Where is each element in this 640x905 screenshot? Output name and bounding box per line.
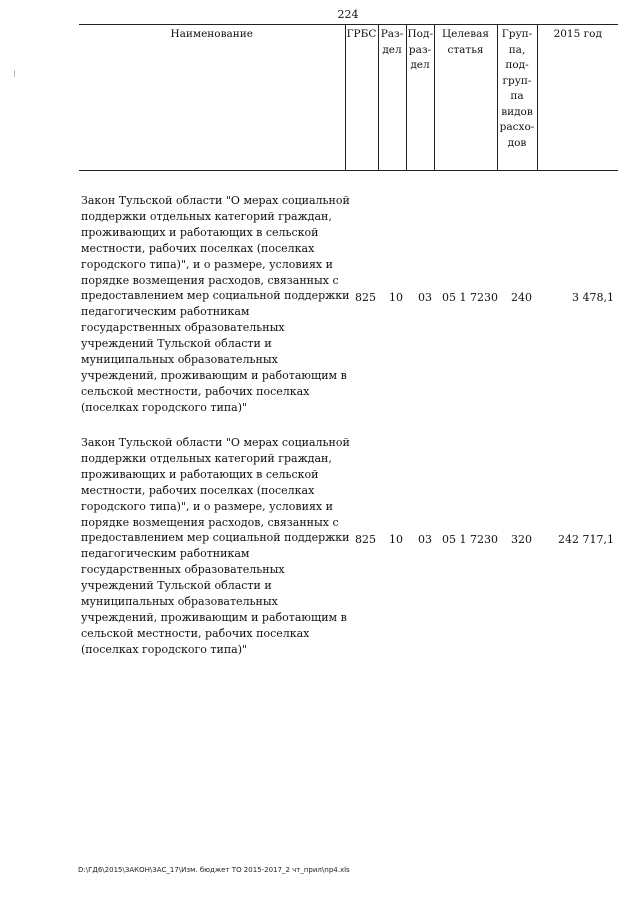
row-group: 240: [511, 291, 532, 304]
row-grbs: 825: [355, 533, 376, 546]
header-row: [79, 25, 618, 171]
header-target: Целевая статья: [434, 25, 497, 171]
file-path-footer: D:\ГД6\2015\ЗАКОН\ЗАС_17\Изм. бюджет ТО 2015-2017_2 чт_прил\пр4.xls: [78, 866, 350, 874]
row-amount: 242 717,1: [558, 533, 614, 546]
row-razdel: 10: [389, 533, 403, 546]
header-year: 2015 год: [537, 25, 618, 171]
row-group: 320: [511, 533, 532, 546]
header-name: Наименование: [79, 25, 345, 171]
table-header: [79, 24, 618, 171]
row-amount: 3 478,1: [572, 291, 614, 304]
table-row: [0, 193, 640, 414]
row-name: Закон Тульской области "О мерах социальной поддержки отдельных категорий граждан, проживающих и работающих в сельской местности, рабочих поселках (поселках городского типа)", и о размере, условиях и порядке возмещения расходов, связанных с предоставлением мер социальной поддержки педагогическим работникам государственных образовательных учреждений Тульской области и муниципальных образовательных учреждений, проживающим и работающим в сельской местности, рабочих поселках (поселках городского типа)": [81, 194, 350, 414]
row-target: 05 1 7230: [442, 291, 498, 304]
header-group: Груп- па, под- груп- па видов расхо- дов: [497, 25, 537, 171]
row-razdel: 10: [389, 291, 403, 304]
row-grbs: 825: [355, 291, 376, 304]
row-target: 05 1 7230: [442, 533, 498, 546]
row-podrazdel: 03: [418, 533, 432, 546]
row-podrazdel: 03: [418, 291, 432, 304]
table-row: [0, 435, 640, 656]
header-podrazdel: Под- раз- дел: [406, 25, 434, 171]
row-name: Закон Тульской области "О мерах социальной поддержки отдельных категорий граждан, проживающих и работающих в сельской местности, рабочих поселках (поселках городского типа)", и о размере, условиях и порядке возмещения расходов, связанных с предоставлением мер социальной поддержки педагогическим работникам государственных образовательных учреждений Тульской области и муниципальных образовательных учреждений, проживающим и работающим в сельской местности, рабочих поселках (поселках городского типа)": [81, 436, 350, 656]
page-number: 224: [337, 8, 359, 21]
header-grbs: ГРБС: [345, 25, 378, 171]
header-razdel: Раз- дел: [378, 25, 406, 171]
scan-margin-mark: [14, 70, 15, 77]
